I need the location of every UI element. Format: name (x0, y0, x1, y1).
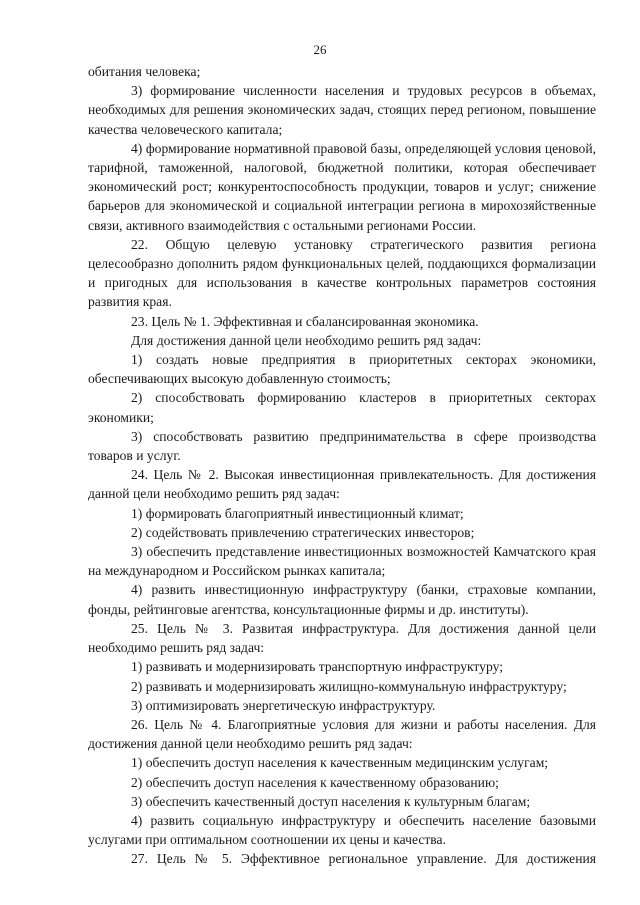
paragraph: 3) обеспечить представление инвестиционных возможностей Камчатского края на международном и Российском рынках капитала; (88, 544, 596, 579)
paragraph: 1) развивать и модернизировать транспортную инфраструктуру; (131, 659, 503, 675)
paragraph: 3) формирование численности населения и трудовых ресурсов в объемах, необходимых для решения экономических задач, стоящих перед регионом, повышение качества человеческого капитала; (88, 83, 596, 137)
paragraph: 3) обеспечить качественный доступ населения к культурным благам; (131, 793, 531, 809)
paragraph: 4) развить инвестиционную инфраструктуру (банки, страховые компании, фонды, рейтинговые агентства, консультационные фирмы и др. институты). (88, 582, 596, 617)
paragraph: 27. Цель № 5. Эффективное региональное управление. Для достижения (131, 851, 596, 867)
paragraph: 25. Цель № 3. Развитая инфраструктура. Для достижения данной цели необходимо решить ряд задач: (88, 620, 596, 656)
paragraph: 4) развить социальную инфраструктуру и обеспечить население базовыми услугами при оптимальном соотношении их цены и качества. (88, 812, 596, 848)
paragraph: 1) обеспечить доступ населения к качественным медицинским услугам; (131, 755, 549, 771)
paragraph: 3) способствовать развитию предпринимательства в сфере производства товаров и услуг. (88, 428, 596, 464)
paragraph: 3) оптимизировать энергетическую инфраструктуру. (131, 697, 436, 713)
paragraph: обитания человека; (88, 64, 201, 79)
paragraph: Для достижения данной цели необходимо решить ряд задач: (131, 332, 482, 348)
document-body (88, 62, 596, 869)
page-number: 26 (313, 42, 327, 57)
paragraph: 1) формировать благоприятный инвестиционный климат; (131, 505, 464, 521)
paragraph: 2) обеспечить доступ населения к качественному образованию; (131, 774, 499, 790)
paragraph: 4) формирование нормативной правовой базы, определяющей условия ценовой, тарифной, таможенной, налоговой, бюджетной политики, которая обеспечивает экономический рост; конкурентоспособность продукции, товаров и услуг; снижение барьеров для экономической и социальной интеграции региона в мирохозяйственные связи, активного взаимодействия с остальными регионами России. (88, 140, 596, 233)
paragraph: 22. Общую целевую установку стратегического развития региона целесообразно дополнить рядом функциональных целей, поддающихся формализации и пригодных для использования в качестве контрольных параметров состояния развития края. (88, 236, 596, 310)
paragraph: 1) создать новые предприятия в приоритетных секторах экономики, обеспечивающих высокую добавленную стоимость; (88, 352, 596, 387)
paragraph: 23. Цель № 1. Эффективная и сбалансированная экономика. (131, 313, 479, 329)
paragraph: 2) содействовать привлечению стратегических инвесторов; (131, 524, 475, 540)
paragraph: 2) развивать и модернизировать жилищно-коммунальную инфраструктуру; (131, 678, 567, 694)
paragraph: 24. Цель № 2. Высокая инвестиционная привлекательность. Для достижения данной цели необходимо решить ряд задач: (88, 467, 596, 502)
paragraph: 2) способствовать формированию кластеров в приоритетных секторах экономики; (88, 390, 596, 425)
paragraph: 26. Цель № 4. Благоприятные условия для жизни и работы населения. Для достижения данной цели необходимо решить ряд задач: (88, 716, 596, 752)
